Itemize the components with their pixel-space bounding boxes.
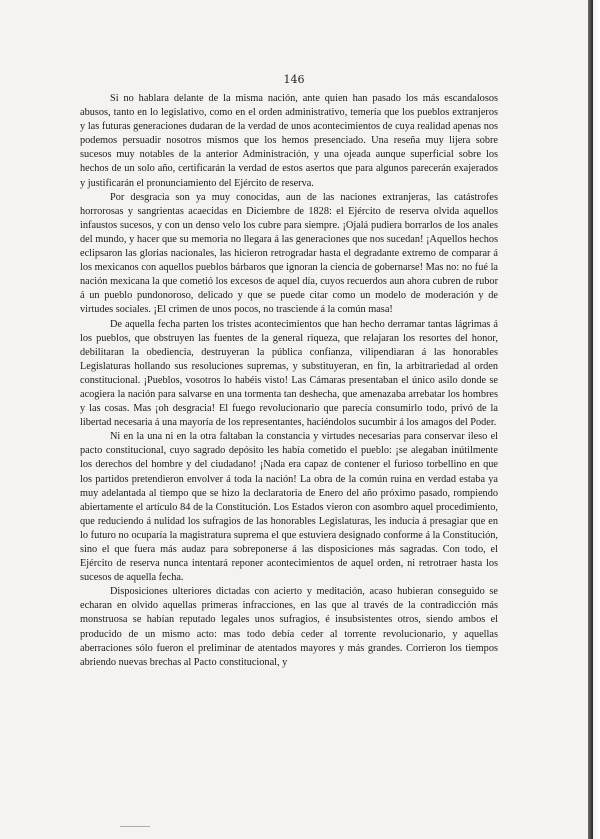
scan-mark <box>120 826 150 827</box>
scan-edge <box>588 0 600 839</box>
body-text <box>80 92 498 670</box>
paragraph: Por desgracia son ya muy conocidas, aun de las naciones extranjeras, las catástrofes horrorosas y sangrientas acaecidas en Diciembre de 1828: el Ejército de reserva olvida aquellos infaustos sucesos, y con un denso velo los cubre para siempre. ¡Ojalá pudiera borrarlos de los anales del mundo, y hacer que su memoria no llegara á las generaciones que nos sucedan! ¡Aquellos hechos eclipsaron las glorias nacionales, las hicieron retrogradar hasta el degradante extremo de comparar á los mexicanos con aquellos pueblos bárbaros que ignoran la ciencia de gobernarse! Mas no: no fué la nación mexicana la que cometió los excesos de aquel día, cuyos recuerdos aun ahora cubren de rubor á un pueblo pundonoroso, delicado y que se puede citar como un modelo de moderación y de virtudes sociales. ¡El crimen de unos pocos, no trasciende á la común masa! <box>80 191 498 316</box>
paragraph: Ni en la una ni en la otra faltaban la constancia y virtudes necesarias para conservar ileso el pacto constitucional, cuyo sagrado depósito les había cometido el pueblo: ¡se alegaban inútilmente los derechos del hombre y del ciudadano! ¡Nada era capaz de contener el furioso torbellino en que los partidos pretendieron envolver á toda la nación! La obra de la común ruina en verdad estaba ya muy adelantada al tiempo que se hizo la declaratoria de Enero del año próximo pasado, rompiendo abiertamente el artículo 84 de la Constitución. Los Estados vieron con asombro aquel procedimiento, que reduciendo á nulidad los sufragios de las honorables Legislaturas, les inducía á presagiar que en lo futuro no ocuparía la magistratura suprema el que estuviera designado conforme á la Constitución, sino el que fuera más audaz para sobreponerse á las disposiciones más sagradas. Con todo, el Ejército de reserva nunca intentará reponer acontecimientos de aquel orden, ni retrotraer hasta los sucesos de aquella fecha. <box>80 431 498 584</box>
paragraph: Si no hablara delante de la misma nación, ante quien han pasado los más escandalosos abusos, tanto en lo legislativo, como en el orden administrativo, temería que los pueblos extranjeros y las futuras generaciones dudaran de la verdad de unos acontecimientos de cuya realidad apenas nos podemos persuadir nosotros mismos que los hemos presenciado. Una reseña muy lijera sobre sucesos muy notables de la anterior Administración, y una ojeada aunque superficial sobre los hechos de un solo año, certificarán la verdad de estos asertos que para algunos parecerán exajerados y justificarán el pronunciamiento del Ejército de reserva. <box>80 93 498 189</box>
paragraph: De aquella fecha parten los tristes acontecimientos que han hecho derramar tantas lágrimas á los pueblos, que obstruyen las fuentes de la general riqueza, que relajaran los resortes del honor, debilitaran la obediencia, destruyeran la pública confianza, vilipendiaran á las honorables Legislaturas hollando sus resoluciones supremas, y substituyeran, en fin, la arbitrariedad al orden constitucional. ¡Pueblos, vosotros lo habéis visto! Las Cámaras presentaban el único asilo donde se acogiera la nación para salvarse en una tormenta tan deshecha, que amenazaba arrebatar los hombres y las cosas. Mas ¡oh desgracia! El fuego revolucionario que parecía consumirlo todo, privó de la libertad necesaria á una mayoría de los representantes, haciéndolos sucumbir á los amagos del Poder. <box>80 318 498 429</box>
paragraph: Disposiciones ulteriores dictadas con acierto y meditación, acaso hubieran conseguido se echaran en olvido aquellas primeras infracciones, en las que al través de la contradicción más monstruosa se habían reputado legales unos sufragios, é insubsistentes otros, siendo ambos el producido de un mismo acto: mas todo debía ceder al torrente revolucionario, y aquellas aberraciones sólo fueron el preliminar de atentados mayores y más grandes. Corrieron los tiempos abriendo nuevas brechas al Pacto constitucional, y <box>80 586 498 668</box>
page-number: 146 <box>283 73 305 86</box>
